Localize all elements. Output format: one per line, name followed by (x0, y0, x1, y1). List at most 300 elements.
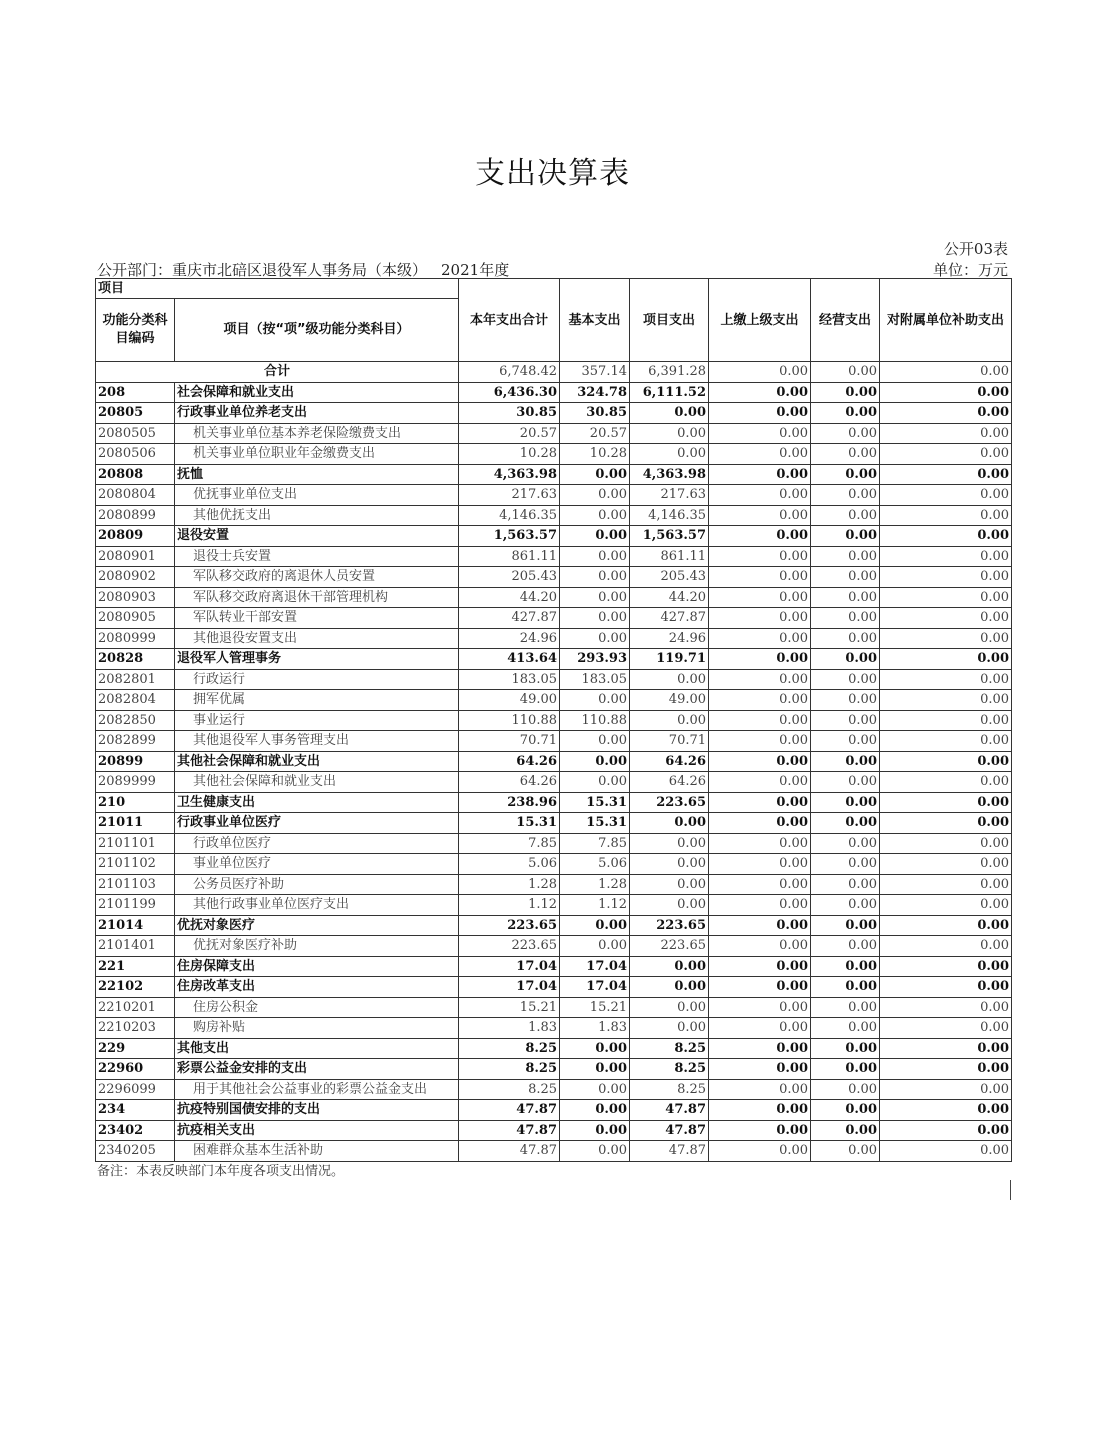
value-cell: 0.00 (811, 567, 880, 588)
value-cell: 0.00 (709, 895, 811, 916)
value-cell: 0.00 (709, 956, 811, 977)
code-cell: 2101103 (96, 874, 175, 895)
value-cell: 0.00 (811, 1141, 880, 1162)
value-cell: 0.00 (880, 731, 1012, 752)
table-row (96, 526, 1012, 547)
value-cell: 0.00 (811, 669, 880, 690)
value-cell: 0.00 (560, 526, 630, 547)
value-cell: 0.00 (560, 608, 630, 629)
value-cell: 0.00 (811, 608, 880, 629)
value-cell: 4,146.35 (459, 505, 560, 526)
value-cell: 183.05 (560, 669, 630, 690)
value-cell: 64.26 (459, 772, 560, 793)
value-cell: 0.00 (811, 874, 880, 895)
table-row (96, 1059, 1012, 1080)
total-cell: 0.00 (709, 362, 811, 383)
total-row (96, 362, 1012, 383)
value-cell: 0.00 (560, 1120, 630, 1141)
value-cell: 0.00 (709, 813, 811, 834)
expenditure-table (95, 278, 1012, 1162)
value-cell: 17.04 (560, 977, 630, 998)
value-cell: 0.00 (811, 1018, 880, 1039)
name-cell: 机关事业单位职业年金缴费支出 (175, 444, 459, 465)
page-title: 支出决算表 (475, 156, 630, 191)
value-cell: 1.83 (459, 1018, 560, 1039)
name-cell: 住房公积金 (175, 997, 459, 1018)
name-cell: 住房改革支出 (175, 977, 459, 998)
value-cell: 0.00 (811, 526, 880, 547)
value-cell: 0.00 (811, 710, 880, 731)
value-cell: 1.28 (560, 874, 630, 895)
value-cell: 0.00 (709, 649, 811, 670)
value-cell: 47.87 (459, 1141, 560, 1162)
value-cell: 205.43 (459, 567, 560, 588)
value-cell: 413.64 (459, 649, 560, 670)
value-cell: 0.00 (560, 464, 630, 485)
table-row (96, 792, 1012, 813)
value-cell: 20.57 (560, 423, 630, 444)
name-cell: 优抚对象医疗补助 (175, 936, 459, 957)
value-cell: 0.00 (709, 710, 811, 731)
value-cell: 17.04 (560, 956, 630, 977)
value-cell: 0.00 (560, 1079, 630, 1100)
table-row (96, 608, 1012, 629)
value-cell: 217.63 (630, 485, 709, 506)
value-cell: 427.87 (459, 608, 560, 629)
value-cell: 20.57 (459, 423, 560, 444)
value-cell: 10.28 (560, 444, 630, 465)
table-row (96, 915, 1012, 936)
value-cell: 0.00 (709, 423, 811, 444)
value-cell: 0.00 (811, 1100, 880, 1121)
value-cell: 0.00 (709, 567, 811, 588)
value-cell: 0.00 (560, 567, 630, 588)
value-cell: 4,363.98 (459, 464, 560, 485)
value-cell: 223.65 (459, 915, 560, 936)
name-cell: 其他行政事业单位医疗支出 (175, 895, 459, 916)
value-cell: 0.00 (880, 649, 1012, 670)
value-cell: 0.00 (709, 526, 811, 547)
department-name: 公开部门：重庆市北碚区退役军人事务局（本级） (97, 261, 428, 279)
value-cell: 0.00 (709, 505, 811, 526)
table-row (96, 669, 1012, 690)
value-cell: 0.00 (709, 731, 811, 752)
name-cell: 军队移交政府离退休干部管理机构 (175, 587, 459, 608)
value-cell: 1.12 (560, 895, 630, 916)
value-cell: 0.00 (709, 1100, 811, 1121)
value-cell: 0.00 (709, 669, 811, 690)
name-cell: 其他社会保障和就业支出 (175, 772, 459, 793)
value-cell: 0.00 (811, 813, 880, 834)
value-cell: 0.00 (630, 403, 709, 424)
name-cell: 其他退役军人事务管理支出 (175, 731, 459, 752)
value-cell: 1.83 (560, 1018, 630, 1039)
code-cell: 2080901 (96, 546, 175, 567)
value-cell: 47.87 (630, 1120, 709, 1141)
code-cell: 2101199 (96, 895, 175, 916)
name-cell: 事业单位医疗 (175, 854, 459, 875)
name-cell: 退役士兵安置 (175, 546, 459, 567)
value-cell: 0.00 (630, 854, 709, 875)
code-cell: 20828 (96, 649, 175, 670)
table-row (96, 936, 1012, 957)
value-cell: 0.00 (630, 977, 709, 998)
table-row (96, 977, 1012, 998)
table-row (96, 1120, 1012, 1141)
header-name: 项目（按“项”级功能分类科目） (175, 299, 459, 362)
value-cell: 0.00 (880, 956, 1012, 977)
code-cell: 20805 (96, 403, 175, 424)
code-cell: 20808 (96, 464, 175, 485)
code-cell: 2082899 (96, 731, 175, 752)
unit-label: 单位：万元 (932, 261, 1008, 279)
name-cell: 住房保障支出 (175, 956, 459, 977)
value-cell: 0.00 (560, 915, 630, 936)
code-cell: 229 (96, 1038, 175, 1059)
value-cell: 0.00 (811, 772, 880, 793)
value-cell: 7.85 (560, 833, 630, 854)
value-cell: 0.00 (560, 731, 630, 752)
table-row (96, 546, 1012, 567)
name-cell: 用于其他社会公益事业的彩票公益金支出 (175, 1079, 459, 1100)
value-cell: 205.43 (630, 567, 709, 588)
table-row (96, 997, 1012, 1018)
value-cell: 44.20 (459, 587, 560, 608)
value-cell: 0.00 (811, 833, 880, 854)
total-cell: 357.14 (560, 362, 630, 383)
code-cell: 2296099 (96, 1079, 175, 1100)
name-cell: 行政运行 (175, 669, 459, 690)
value-cell: 0.00 (811, 649, 880, 670)
value-cell: 0.00 (709, 936, 811, 957)
form-code: 公开03表 (943, 240, 1008, 258)
code-cell: 2080899 (96, 505, 175, 526)
table-row (96, 1018, 1012, 1039)
table-row (96, 444, 1012, 465)
value-cell: 15.31 (459, 813, 560, 834)
value-cell: 861.11 (459, 546, 560, 567)
code-cell: 2089999 (96, 772, 175, 793)
value-cell: 223.65 (630, 936, 709, 957)
value-cell: 30.85 (459, 403, 560, 424)
table-row (96, 731, 1012, 752)
table-row (96, 403, 1012, 424)
value-cell: 0.00 (880, 526, 1012, 547)
value-cell: 293.93 (560, 649, 630, 670)
value-cell: 324.78 (560, 382, 630, 403)
value-cell: 0.00 (880, 505, 1012, 526)
value-cell: 0.00 (811, 382, 880, 403)
value-cell: 0.00 (630, 956, 709, 977)
value-cell: 0.00 (630, 874, 709, 895)
value-cell: 0.00 (630, 997, 709, 1018)
value-cell: 427.87 (630, 608, 709, 629)
value-cell: 0.00 (811, 936, 880, 957)
value-cell: 30.85 (560, 403, 630, 424)
value-cell: 0.00 (880, 587, 1012, 608)
value-cell: 0.00 (630, 669, 709, 690)
value-cell: 0.00 (880, 854, 1012, 875)
value-cell: 0.00 (811, 690, 880, 711)
value-cell: 49.00 (630, 690, 709, 711)
code-cell: 2210203 (96, 1018, 175, 1039)
table-row (96, 1079, 1012, 1100)
value-cell: 0.00 (811, 915, 880, 936)
value-cell: 0.00 (811, 1120, 880, 1141)
value-cell: 64.26 (459, 751, 560, 772)
value-cell: 119.71 (630, 649, 709, 670)
value-cell: 5.06 (459, 854, 560, 875)
value-cell: 17.04 (459, 977, 560, 998)
value-cell: 0.00 (811, 505, 880, 526)
total-label: 合计 (96, 362, 459, 383)
value-cell: 1,563.57 (630, 526, 709, 547)
value-cell: 0.00 (560, 1038, 630, 1059)
value-cell: 0.00 (709, 772, 811, 793)
table-row (96, 1100, 1012, 1121)
name-cell: 其他优抚支出 (175, 505, 459, 526)
code-cell: 23402 (96, 1120, 175, 1141)
value-cell: 0.00 (709, 403, 811, 424)
value-cell: 0.00 (880, 423, 1012, 444)
table-row (96, 567, 1012, 588)
value-cell: 0.00 (880, 874, 1012, 895)
value-cell: 47.87 (459, 1120, 560, 1141)
value-cell: 0.00 (811, 731, 880, 752)
value-cell: 0.00 (880, 628, 1012, 649)
value-cell: 0.00 (880, 833, 1012, 854)
value-cell: 0.00 (880, 669, 1012, 690)
name-cell: 行政事业单位养老支出 (175, 403, 459, 424)
value-cell: 223.65 (630, 792, 709, 813)
value-cell: 0.00 (880, 772, 1012, 793)
value-cell: 0.00 (560, 1059, 630, 1080)
value-cell: 0.00 (709, 587, 811, 608)
value-cell: 0.00 (811, 444, 880, 465)
value-cell: 0.00 (811, 1038, 880, 1059)
name-cell: 彩票公益金安排的支出 (175, 1059, 459, 1080)
value-cell: 15.21 (459, 997, 560, 1018)
table-row (96, 772, 1012, 793)
value-cell: 0.00 (880, 403, 1012, 424)
value-cell: 0.00 (811, 464, 880, 485)
value-cell: 15.21 (560, 997, 630, 1018)
value-cell: 0.00 (630, 813, 709, 834)
value-cell: 5.06 (560, 854, 630, 875)
name-cell: 退役军人管理事务 (175, 649, 459, 670)
value-cell: 0.00 (880, 710, 1012, 731)
value-cell: 0.00 (709, 382, 811, 403)
value-cell: 47.87 (630, 1100, 709, 1121)
value-cell: 0.00 (811, 485, 880, 506)
table-row (96, 813, 1012, 834)
value-cell: 0.00 (709, 1141, 811, 1162)
value-cell: 47.87 (630, 1141, 709, 1162)
value-cell: 0.00 (560, 628, 630, 649)
value-cell: 0.00 (630, 833, 709, 854)
value-cell: 0.00 (880, 690, 1012, 711)
value-cell: 0.00 (560, 751, 630, 772)
value-cell: 0.00 (560, 772, 630, 793)
value-cell: 223.65 (630, 915, 709, 936)
code-cell: 2080999 (96, 628, 175, 649)
value-cell: 0.00 (880, 1100, 1012, 1121)
code-cell: 2080902 (96, 567, 175, 588)
value-cell: 0.00 (560, 690, 630, 711)
code-cell: 234 (96, 1100, 175, 1121)
value-cell: 4,146.35 (630, 505, 709, 526)
value-cell: 4,363.98 (630, 464, 709, 485)
value-cell: 0.00 (811, 956, 880, 977)
value-cell: 6,436.30 (459, 382, 560, 403)
value-cell: 0.00 (560, 485, 630, 506)
name-cell: 卫生健康支出 (175, 792, 459, 813)
table-row (96, 649, 1012, 670)
table-row (96, 628, 1012, 649)
name-cell: 拥军优属 (175, 690, 459, 711)
value-cell: 0.00 (709, 485, 811, 506)
value-cell: 8.25 (459, 1059, 560, 1080)
value-cell: 0.00 (880, 895, 1012, 916)
name-cell: 退役安置 (175, 526, 459, 547)
total-cell: 0.00 (880, 362, 1012, 383)
value-cell: 15.31 (560, 792, 630, 813)
value-cell: 0.00 (709, 997, 811, 1018)
department-line (97, 259, 509, 280)
table-row (96, 423, 1012, 444)
value-cell: 1.28 (459, 874, 560, 895)
value-cell: 0.00 (709, 751, 811, 772)
table-row (96, 956, 1012, 977)
table-row (96, 382, 1012, 403)
value-cell: 8.25 (459, 1079, 560, 1100)
footnote: 备注：本表反映部门本年度各项支出情况。 (97, 1164, 345, 1179)
value-cell: 17.04 (459, 956, 560, 977)
value-cell: 0.00 (709, 833, 811, 854)
table-row (96, 895, 1012, 916)
value-cell: 0.00 (811, 1079, 880, 1100)
value-cell: 0.00 (880, 751, 1012, 772)
code-cell: 210 (96, 792, 175, 813)
value-cell: 70.71 (630, 731, 709, 752)
value-cell: 44.20 (630, 587, 709, 608)
value-cell: 8.25 (630, 1038, 709, 1059)
value-cell: 0.00 (630, 444, 709, 465)
value-cell: 0.00 (709, 608, 811, 629)
value-cell: 0.00 (880, 1018, 1012, 1039)
code-cell: 2080804 (96, 485, 175, 506)
value-cell: 0.00 (560, 936, 630, 957)
name-cell: 优抚对象医疗 (175, 915, 459, 936)
value-cell: 0.00 (880, 1038, 1012, 1059)
value-cell: 0.00 (880, 485, 1012, 506)
value-cell: 217.63 (459, 485, 560, 506)
code-cell: 2080506 (96, 444, 175, 465)
value-cell: 0.00 (630, 1018, 709, 1039)
code-cell: 20809 (96, 526, 175, 547)
code-cell: 221 (96, 956, 175, 977)
value-cell: 0.00 (811, 792, 880, 813)
value-cell: 0.00 (880, 1079, 1012, 1100)
value-cell: 0.00 (709, 792, 811, 813)
code-cell: 2082801 (96, 669, 175, 690)
value-cell: 0.00 (709, 690, 811, 711)
value-cell: 8.25 (630, 1079, 709, 1100)
header-code: 功能分类科目编码 (96, 299, 175, 362)
value-cell: 64.26 (630, 772, 709, 793)
code-cell: 2082850 (96, 710, 175, 731)
value-cell: 0.00 (811, 546, 880, 567)
table-row (96, 690, 1012, 711)
name-cell: 社会保障和就业支出 (175, 382, 459, 403)
value-cell: 0.00 (880, 567, 1012, 588)
value-cell: 0.00 (880, 977, 1012, 998)
name-cell: 军队移交政府的离退休人员安置 (175, 567, 459, 588)
code-cell: 22102 (96, 977, 175, 998)
value-cell: 0.00 (811, 587, 880, 608)
value-cell: 0.00 (709, 1120, 811, 1141)
name-cell: 公务员医疗补助 (175, 874, 459, 895)
value-cell: 24.96 (630, 628, 709, 649)
value-cell: 1.12 (459, 895, 560, 916)
value-cell: 0.00 (880, 915, 1012, 936)
header-project: 项目支出 (630, 279, 709, 362)
value-cell: 0.00 (709, 444, 811, 465)
value-cell: 183.05 (459, 669, 560, 690)
name-cell: 抗疫特别国债安排的支出 (175, 1100, 459, 1121)
value-cell: 0.00 (880, 608, 1012, 629)
value-cell: 0.00 (560, 587, 630, 608)
value-cell: 0.00 (560, 1141, 630, 1162)
value-cell: 0.00 (709, 1079, 811, 1100)
total-cell: 6,748.42 (459, 362, 560, 383)
total-cell: 0.00 (811, 362, 880, 383)
code-cell: 2080505 (96, 423, 175, 444)
value-cell: 1,563.57 (459, 526, 560, 547)
value-cell: 0.00 (630, 895, 709, 916)
code-cell: 2340205 (96, 1141, 175, 1162)
name-cell: 其他支出 (175, 1038, 459, 1059)
value-cell: 0.00 (560, 546, 630, 567)
value-cell: 0.00 (560, 505, 630, 526)
value-cell: 110.88 (560, 710, 630, 731)
value-cell: 110.88 (459, 710, 560, 731)
value-cell: 64.26 (630, 751, 709, 772)
value-cell: 0.00 (811, 403, 880, 424)
code-cell: 20899 (96, 751, 175, 772)
code-cell: 208 (96, 382, 175, 403)
code-cell: 2101401 (96, 936, 175, 957)
table-row (96, 1141, 1012, 1162)
code-cell: 2101101 (96, 833, 175, 854)
name-cell: 抗疫相关支出 (175, 1120, 459, 1141)
value-cell: 0.00 (709, 854, 811, 875)
value-cell: 0.00 (880, 1059, 1012, 1080)
value-cell: 238.96 (459, 792, 560, 813)
code-cell: 2101102 (96, 854, 175, 875)
value-cell: 15.31 (560, 813, 630, 834)
value-cell: 0.00 (811, 423, 880, 444)
value-cell: 0.00 (630, 710, 709, 731)
header-total: 本年支出合计 (459, 279, 560, 362)
name-cell: 困难群众基本生活补助 (175, 1141, 459, 1162)
value-cell: 0.00 (811, 751, 880, 772)
value-cell: 0.00 (880, 813, 1012, 834)
value-cell: 8.25 (630, 1059, 709, 1080)
table-row (96, 1038, 1012, 1059)
table-row (96, 874, 1012, 895)
value-cell: 0.00 (811, 1059, 880, 1080)
